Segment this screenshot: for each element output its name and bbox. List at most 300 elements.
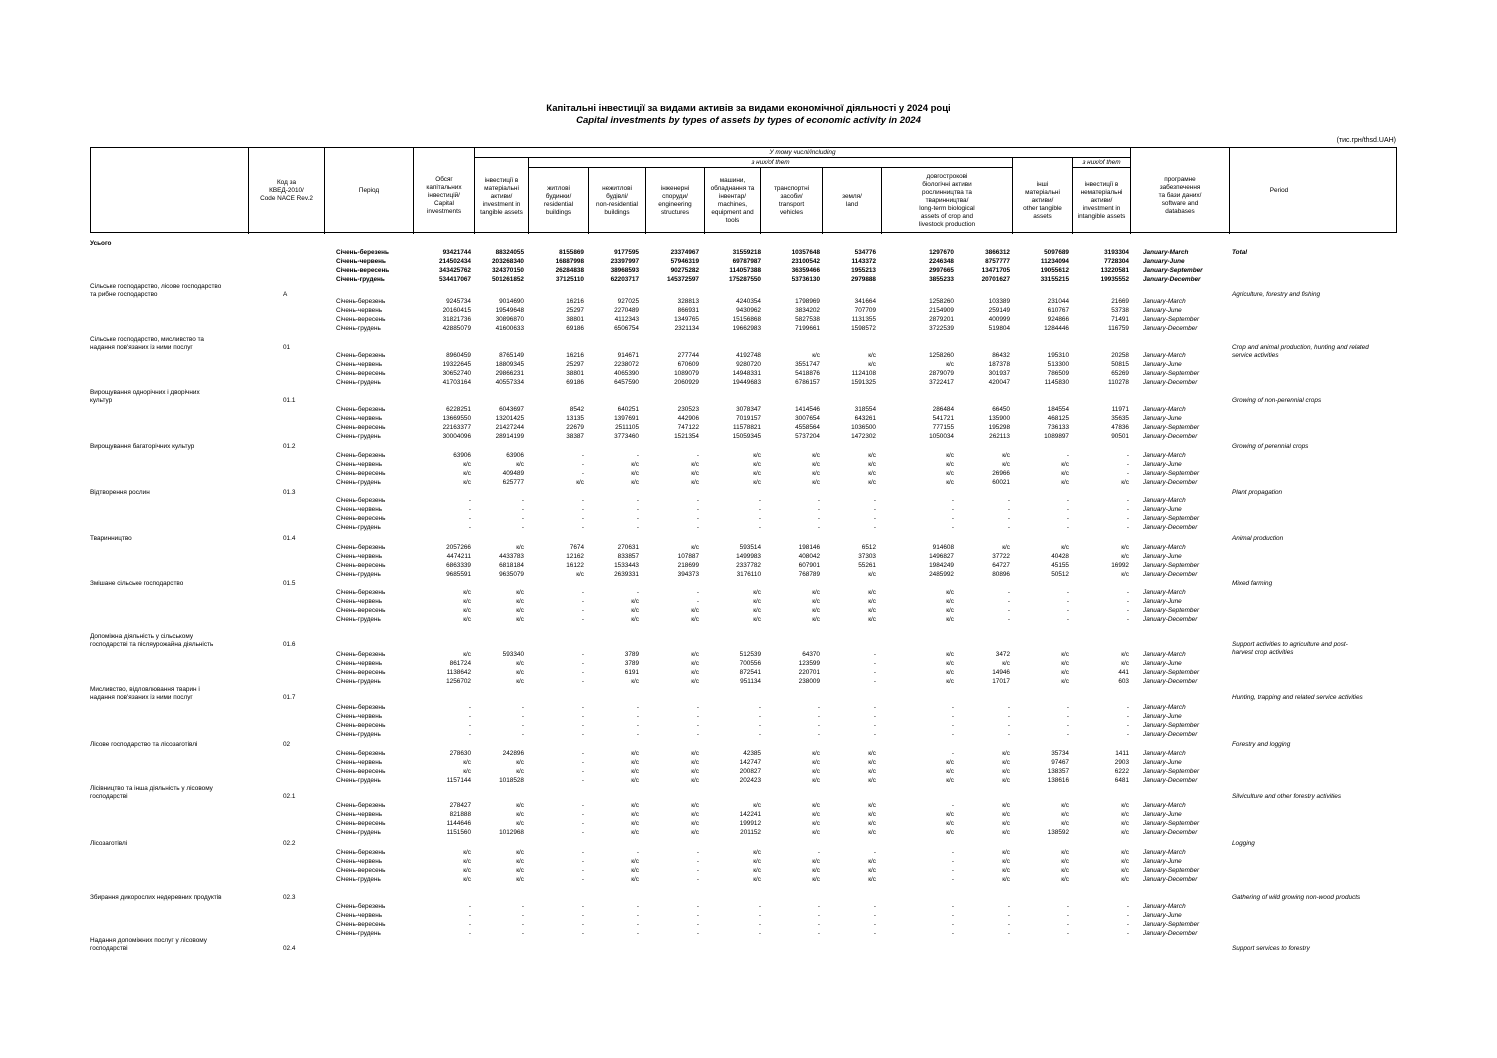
table-cell: 13220581 [1100,267,1129,274]
table-cell: 3551747 [795,361,820,368]
table-cell: к/с [691,479,699,486]
table-cell: 1984249 [929,562,954,569]
table-cell: - [951,515,954,522]
table-cell: к/с [631,829,639,836]
period-ua: Січень-вересень [336,921,386,928]
table-cell: 53738 [1111,307,1129,314]
table-cell: - [873,669,876,676]
table-cell: 9280720 [736,361,761,368]
table-cell: - [758,930,761,937]
section-en: Total [1232,249,1248,256]
section-label: Усього [90,240,112,247]
table-cell: к/с [868,598,876,605]
table-cell: 198146 [798,544,820,551]
table-cell: 53736130 [791,276,820,283]
section-label: Вирощування однорічних і дворічних культур [90,389,200,404]
table-cell: к/с [463,858,471,865]
period-en: January-December [1143,678,1198,685]
section-code: 02 [283,741,291,748]
table-cell: к/с [1121,849,1129,856]
table-cell: к/с [1002,876,1010,883]
table-cell: к/с [516,669,524,676]
table-cell: к/с [631,607,639,614]
table-cell: - [817,506,820,513]
table-cell: - [581,777,584,784]
table-cell: к/с [946,361,954,368]
table-cell: - [758,497,761,504]
table-cell: 14946 [992,669,1010,676]
table-cell: к/с [463,589,471,596]
table-cell: 593514 [739,544,761,551]
section-en: Animal production [1232,535,1284,542]
table-cell: - [758,722,761,729]
table-cell: 6512 [861,544,876,551]
section-label: Збирання дикорослих недеревних продуктів [90,894,222,901]
table-cell: к/с [1002,802,1010,809]
table-cell: 1284446 [1044,325,1069,332]
table-cell: 5737204 [795,433,820,440]
table-cell: - [1066,524,1069,531]
table-cell: к/с [812,759,820,766]
table-cell: к/с [463,461,471,468]
table-cell: к/с [691,660,699,667]
table-cell: к/с [1061,669,1069,676]
table-cell: - [468,930,471,937]
section-label: Лісозаготівлі [90,840,128,847]
table-cell: к/с [463,867,471,874]
table-cell: к/с [753,849,761,856]
table-cell: 14948331 [732,370,761,377]
period-en: January-September [1143,470,1200,477]
table-cell: 872541 [739,669,761,676]
table-cell: 1018528 [499,777,524,784]
table-cell: 69186 [566,325,584,332]
table-cell: 80896 [992,571,1010,578]
title-ua: Капітальні інвестиції за видами активів за видами економічної діяльності у 2024 році [546,103,951,114]
table-cell: - [1007,713,1010,720]
table-cell: 20258 [1111,352,1129,359]
table-cell: 1499983 [736,553,761,560]
hdr-nonresidential: нежитлові будівлі/ non-residential buildings [596,185,638,216]
table-cell: - [951,867,954,874]
table-cell: - [696,858,699,865]
table-cell: 42385 [743,750,761,757]
table-cell: к/с [1002,829,1010,836]
table-cell: к/с [516,678,524,685]
table-cell: к/с [812,802,820,809]
table-cell: к/с [516,461,524,468]
table-cell: - [636,515,639,522]
table-cell: к/с [691,829,699,836]
table-cell: - [1007,497,1010,504]
period-en: January-March [1143,497,1186,504]
table-cell: 3722539 [929,325,954,332]
table-cell: - [873,722,876,729]
table-cell: к/с [1002,768,1010,775]
period-en: January-June [1143,553,1182,560]
period-ua: Січень-березень [336,406,386,413]
table-cell: - [951,731,954,738]
table-cell: - [468,704,471,711]
table-cell: к/с [691,616,699,623]
table-cell: 25297 [566,307,584,314]
table-cell: к/с [691,759,699,766]
table-cell: к/с [691,470,699,477]
table-cell: к/с [691,768,699,775]
table-cell: к/с [516,802,524,809]
table-cell: 41600633 [495,325,524,332]
table-cell: 30652740 [442,370,471,377]
table-cell: 45155 [1051,562,1069,569]
table-cell: к/с [1121,867,1129,874]
table-cell: 62203717 [610,276,639,283]
table-cell: 442906 [677,415,699,422]
table-cell: 238009 [798,678,820,685]
period-ua: Січень-вересень [336,470,386,477]
table-cell: к/с [812,876,820,883]
period-ua: Січень-червень [336,858,383,865]
table-cell: 1012968 [499,829,524,836]
table-cell: - [817,849,820,856]
table-cell: 135900 [988,415,1010,422]
table-cell: 270631 [617,544,639,551]
table-cell: - [873,921,876,928]
table-cell: к/с [463,768,471,775]
table-cell: 4065390 [614,370,639,377]
table-cell: 3176110 [736,571,761,578]
table-cell: - [1007,921,1010,928]
table-cell: 38801 [566,316,584,323]
table-cell: - [581,651,584,658]
table-cell: 1151560 [446,829,471,836]
table-cell: - [873,903,876,910]
table-cell: - [581,616,584,623]
period-ua: Січень-червень [336,553,383,560]
table-cell: к/с [516,876,524,883]
table-cell: к/с [516,811,524,818]
table-cell: - [581,829,584,836]
period-en: January-December [1143,433,1198,440]
table-cell: - [951,524,954,531]
table-cell: - [1066,589,1069,596]
table-cell: 71491 [1111,316,1129,323]
period-ua: Січень-грудень [336,731,381,738]
section-label: Тваринництво [90,535,132,542]
table-cell: к/с [1121,811,1129,818]
period-en: January-June [1143,258,1185,265]
table-cell: 138357 [1047,768,1069,775]
section-code: 01.3 [283,489,296,496]
table-cell: 242896 [502,750,524,757]
hdr-transport: транспортні засоби/ transport vehicles [773,185,810,216]
period-en: January-June [1143,713,1182,720]
table-cell: 20701627 [981,276,1010,283]
table-cell: - [1126,607,1129,614]
table-cell: - [951,903,954,910]
table-cell: - [1066,912,1069,919]
table-cell: 21669 [1111,298,1129,305]
table-cell: 6228251 [446,406,471,413]
table-cell: - [951,849,954,856]
period-ua: Січень-березень [336,352,386,359]
hdr-engineering: інженерні споруди/ engineering structures [658,185,692,216]
table-cell: 1533443 [614,562,639,569]
table-cell: - [581,759,584,766]
table-cell: к/с [1121,571,1129,578]
table-cell: к/с [812,768,820,775]
table-cell: 203268340 [492,258,524,265]
table-cell: - [581,589,584,596]
hdr-residential: житлові будинки/ residential buildings [543,185,574,216]
table-cell: 607901 [798,562,820,569]
table-cell: к/с [631,820,639,827]
table-cell: 1143372 [851,258,876,265]
table-cell: - [581,768,584,775]
table-cell: - [581,704,584,711]
table-cell: 50815 [1111,361,1129,368]
table-cell: к/с [946,479,954,486]
period-en: January-June [1143,598,1182,605]
table-cell: к/с [868,820,876,827]
table-cell: к/с [463,479,471,486]
table-cell: 1414546 [795,406,820,413]
period-ua: Січень-березень [336,903,386,910]
table-cell: к/с [946,777,954,784]
period-en: January-March [1143,704,1186,711]
table-cell: 35734 [1051,750,1069,757]
table-cell: 286484 [932,406,954,413]
period-ua: Січень-червень [336,361,383,368]
table-cell: - [636,589,639,596]
section-label: Допоміжна діяльність у сільському господарстві та післяурожайна діяльність [90,633,214,648]
table-cell: - [1126,713,1129,720]
period-ua: Січень-червень [336,811,383,818]
table-cell: 138616 [1047,777,1069,784]
period-en: January-June [1143,415,1182,422]
period-ua: Січень-грудень [336,678,381,685]
table-cell: - [581,713,584,720]
table-cell: к/с [631,461,639,468]
table-cell: к/с [812,470,820,477]
table-cell: к/с [753,802,761,809]
table-cell: - [1126,470,1129,477]
table-cell: 25297 [566,361,584,368]
table-cell: - [1066,722,1069,729]
table-cell: к/с [631,678,639,685]
period-en: January-December [1143,325,1198,332]
table-cell: - [696,704,699,711]
table-cell: - [951,930,954,937]
table-cell: 3855233 [929,276,954,283]
period-en: January-March [1143,849,1186,856]
table-cell: к/с [868,352,876,359]
table-cell: к/с [868,867,876,874]
table-cell: 6457590 [614,379,639,386]
table-cell: - [696,515,699,522]
period-en: January-December [1143,571,1198,578]
table-cell: - [758,704,761,711]
table-cell: 3773460 [614,433,639,440]
table-cell: - [696,921,699,928]
table-cell: 20160415 [442,307,471,314]
period-en: January-December [1143,276,1201,283]
section-code: 01.4 [283,535,296,542]
table-cell: - [1007,912,1010,919]
table-cell: 19549648 [495,307,524,314]
table-cell: 341664 [854,298,876,305]
table-cell: - [1066,506,1069,513]
table-cell: к/с [1121,651,1129,658]
table-cell: - [636,506,639,513]
table-cell: к/с [516,768,524,775]
section-label: Лісове господарство та лісозаготівлі [90,741,198,748]
table-cell: 2879201 [929,316,954,323]
table-cell: 8757777 [985,258,1010,265]
table-cell: - [951,750,954,757]
table-cell: к/с [1061,802,1069,809]
hdr-period: Період [358,187,380,194]
table-cell: 2337782 [736,562,761,569]
period-ua: Січень-вересень [336,267,390,274]
table-cell: - [468,506,471,513]
section-en: Growing of perennial crops [1232,443,1309,450]
table-cell: к/с [868,589,876,596]
section-en: Plant propagation [1232,489,1283,496]
period-en: January-March [1143,452,1186,459]
table-cell: 420047 [988,379,1010,386]
table-cell: - [581,515,584,522]
table-cell: - [951,876,954,883]
table-cell: 408042 [798,553,820,560]
period-ua: Січень-вересень [336,562,386,569]
table-cell: 63906 [506,452,524,459]
table-cell: - [581,912,584,919]
table-cell: 57946319 [670,258,699,265]
table-cell: к/с [812,777,820,784]
table-cell: - [817,921,820,928]
table-cell: 1521354 [674,433,699,440]
table-cell: - [581,660,584,667]
period-en: January-June [1143,307,1182,314]
period-ua: Січень-вересень [336,607,386,614]
table-cell: - [758,515,761,522]
period-ua: Січень-вересень [336,867,386,874]
table-cell: к/с [1002,750,1010,757]
table-cell: 519804 [988,325,1010,332]
table-cell: - [581,598,584,605]
table-cell: 38968593 [610,267,639,274]
table-cell: к/с [1002,461,1010,468]
table-cell: 1124108 [851,370,876,377]
table-cell: - [636,704,639,711]
table-cell: 123599 [798,660,820,667]
table-cell: 610767 [1047,307,1069,314]
table-cell: 1145830 [1044,379,1069,386]
units-note: (тис.грн/thsd.UAH) [1336,137,1396,144]
period-ua: Січень-вересень [336,370,386,377]
table-cell: 3866312 [985,249,1010,256]
table-cell: 914671 [617,352,639,359]
table-cell: к/с [946,607,954,614]
table-cell: - [581,497,584,504]
table-cell: к/с [753,461,761,468]
table-cell: 394373 [677,571,699,578]
table-cell: - [521,921,524,928]
table-cell: 64727 [992,562,1010,569]
table-cell: - [873,515,876,522]
table-cell: 5827538 [795,316,820,323]
table-cell: 37125110 [555,276,584,283]
table-cell: 821888 [449,811,471,818]
table-cell: - [758,506,761,513]
table-cell: 9685591 [446,571,471,578]
table-cell: - [1126,598,1129,605]
table-cell: - [817,704,820,711]
table-cell: 4474211 [446,553,471,560]
table-cell: 63906 [453,452,471,459]
table-cell: 114057388 [729,267,761,274]
table-cell: к/с [1002,811,1010,818]
table-cell: 2154909 [929,307,954,314]
period-ua: Січень-грудень [336,616,381,623]
table-cell: 16992 [1111,562,1129,569]
table-cell: 30896870 [495,316,524,323]
table-cell: 26966 [992,470,1010,477]
table-cell: к/с [463,607,471,614]
table-cell: - [521,506,524,513]
table-cell: к/с [631,750,639,757]
table-cell: 220701 [798,669,820,676]
table-cell: - [696,722,699,729]
table-cell: - [1126,461,1129,468]
table-cell: 6786157 [795,379,820,386]
table-cell: 13135 [566,415,584,422]
table-cell: 277744 [677,352,699,359]
table-cell: 116759 [1108,325,1129,332]
table-cell: 38801 [566,370,584,377]
hdr-including: У тому числі/including [769,148,836,156]
table-cell: к/с [812,829,820,836]
table-cell: - [581,811,584,818]
table-cell: к/с [812,352,820,359]
table-cell: - [696,876,699,883]
table-cell: - [1126,515,1129,522]
section-label: Надання допоміжних послуг у лісовому господарстві [90,937,207,952]
table-cell: 1089897 [1044,433,1069,440]
table-cell: - [758,524,761,531]
table-cell: - [951,912,954,919]
table-cell: 513300 [1047,361,1069,368]
table-cell: к/с [631,616,639,623]
table-cell: - [696,713,699,720]
table-cell: к/с [946,678,954,685]
period-en: January-September [1143,722,1200,729]
table-cell: - [873,713,876,720]
table-cell: - [873,912,876,919]
table-cell: - [1066,452,1069,459]
hdr-machines: машини, обладнання та інвентар/ machines, equipment and tools [710,177,755,224]
table-cell: к/с [868,750,876,757]
table-cell: 65269 [1111,370,1129,377]
table-cell: - [951,713,954,720]
table-cell: 786509 [1047,370,1069,377]
table-cell: к/с [631,777,639,784]
table-cell: 2511105 [615,424,639,431]
hdr-code: Код за КВЕД-2010/ Code NACE Rev.2 [260,179,313,202]
table-cell: - [696,589,699,596]
table-cell: 8960459 [446,352,471,359]
table-cell: - [521,731,524,738]
